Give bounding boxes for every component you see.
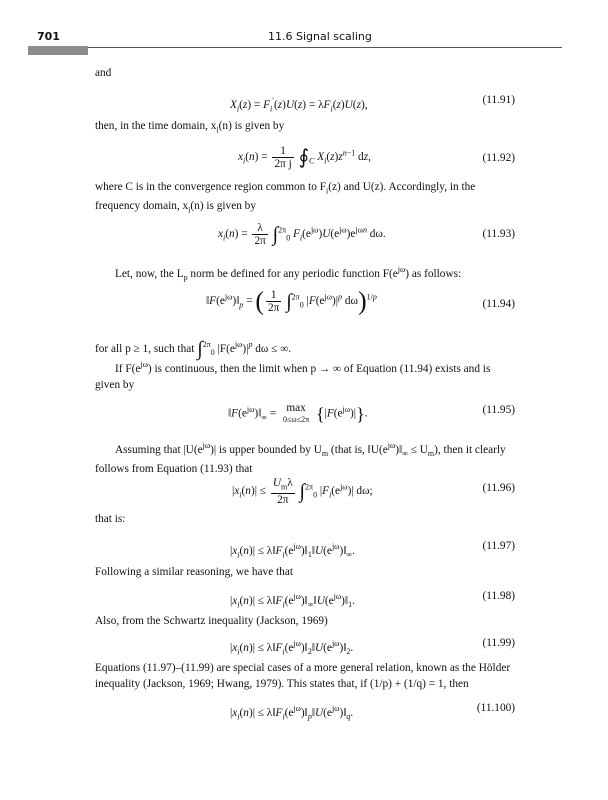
equation-11-93: $x_i(n)$ = $\frac{\lambda}{2\pi}$ ∫$^{2\pi}_0$ $F_i(e^{j\omega})U(e^{j\omega})e^{j\omega n}$ dω. <box>218 222 386 247</box>
eq-number-11-98: (11.98) <box>482 590 515 602</box>
paragraph-for-all-p: for all p ≥ 1, such that ∫$^{2\pi}_0$ $|F(e^{j\omega})|^p$ dω ≤ ∞. <box>95 338 292 361</box>
eq-number-11-97: (11.97) <box>482 540 515 552</box>
eq-number-11-91: (11.91) <box>482 94 515 106</box>
equation-11-94: $‖F(e^{j\omega})‖_p$ = ( $\frac{1}{2\pi}$ ∫$^{2\pi}_0$ $|F(e^{j\omega})|^p$ dω)$^{1/p}$ <box>206 286 377 316</box>
p6-sub: m <box>321 449 329 459</box>
p5-text: If F(e <box>115 362 141 375</box>
eq-number-11-99: (11.99) <box>482 637 515 649</box>
p2-sub2: i <box>188 205 191 215</box>
p1-text: then, in the time domain, x <box>95 120 217 132</box>
paragraph-similar-reasoning: Following a similar reasoning, we have that <box>95 566 293 578</box>
paragraph-time-domain <box>95 119 515 138</box>
p6-f: ), then it clearly follows from Equation (11.93) that <box>95 443 506 475</box>
p2-text: where C is in the convergence region common to F <box>95 181 327 193</box>
p3-text: Let, now, the L <box>115 267 184 280</box>
header-rule <box>28 47 562 48</box>
p4-a: for all p ≥ 1, such that <box>95 342 195 355</box>
p6-a: Assuming that |U(e <box>115 443 203 456</box>
p3-sub: p <box>183 273 188 283</box>
p1-end: (n) is given by <box>218 120 285 132</box>
eq-number-11-92: (11.92) <box>482 152 515 164</box>
paragraph-lp-norm <box>95 262 515 286</box>
p1-sub: i <box>216 125 219 135</box>
p3-sup: jω <box>397 265 406 274</box>
equation-11-99: $|x_i(n)|$ ≤ $\lambda‖F_i(e^{j\omega})‖_2‖U(e^{j\omega})‖_2$. <box>230 639 354 657</box>
running-header: 11.6 Signal scaling <box>268 30 372 43</box>
header-tab-marker <box>28 46 88 55</box>
text-and: and <box>95 67 112 79</box>
equation-11-95: $‖F(e^{j\omega})‖_\infty$ = max 0≤ω≤2π $\{|F(e^{j\omega})|\}$. <box>228 402 368 424</box>
equation-11-92: $x_i(n)$ = $\frac{1}{\text{2π j}}$ $∮_C$ $X_i(z)z^{n-1}$ dz, <box>238 145 371 170</box>
p4-d: dω ≤ ∞. <box>252 342 292 355</box>
p6-c: (that is, ‖U(e <box>328 443 388 456</box>
p3-end: norm be defined for any periodic function F(e <box>187 267 398 280</box>
page-number: 701 <box>37 30 60 43</box>
equation-11-98: $|x_i(n)|$ ≤ $\lambda‖F_i(e^{j\omega})‖_\infty‖U(e^{j\omega})‖_1$. <box>230 592 355 610</box>
p4-b: |F(e <box>217 342 235 355</box>
p3-tail: ) as follows: <box>405 267 462 280</box>
eq-number-11-93: (11.93) <box>482 228 515 240</box>
paragraph-holder: Equations (11.97)–(11.99) are special cases of a more general relation, known as the Hölder inequality (Jackson, 1969; Hwang, 1979). This states that, if (1/p) + (1/q) = 1, then <box>95 662 511 690</box>
p2-end2: (n) is given by <box>190 200 256 213</box>
paragraph-convergence <box>95 180 515 218</box>
p6-d: )‖ <box>395 443 403 456</box>
p2-sub: i <box>326 186 329 196</box>
eq-number-11-100: (11.100) <box>476 702 515 714</box>
eq-number-11-96: (11.96) <box>482 482 515 494</box>
eq-number-11-95: (11.95) <box>482 404 515 416</box>
text-that-is: that is: <box>95 513 126 525</box>
p2-end: (z) and U(z). Accordingly, in the frequency domain, x <box>95 181 476 213</box>
equation-11-100: $|x_i(n)|$ ≤ $\lambda‖F_i(e^{j\omega})‖_p‖U(e^{j\omega})‖_q$. <box>230 704 354 722</box>
equation-11-91: $X_i(z) = F_i'(z)U(z) = \lambda F_i(z)U(z)$, <box>230 96 368 114</box>
paragraph-schwartz: Also, from the Schwartz inequality (Jackson, 1969) <box>95 615 328 627</box>
p4-c: )| <box>242 342 249 355</box>
equation-11-96: $|x_i(n)|$ ≤ $\frac{U_m\lambda}{2\pi}$ ∫$^{2\pi}_0$ $|F_i(e^{j\omega})|$ dω; <box>232 477 373 507</box>
p6-e: ≤ U <box>407 443 428 456</box>
paragraph-assuming: Assuming that $|U(e^{j\omega})|$ is upper bounded by $U_m$ (that is, $‖U(e^{j\omega})‖_\infty \le U_m$), then it clearly follows from Equation (11.93) that <box>95 441 506 475</box>
eq-number-11-94: (11.94) <box>482 298 515 310</box>
paragraph-continuous: If $F(e^{j\omega})$ is continuous, then the limit when p → ∞ of Equation (11.94) exists and is given by <box>95 360 491 391</box>
equation-11-97: $|x_i(n)|$ ≤ $\lambda‖F_i(e^{j\omega})‖_1‖U(e^{j\omega})‖_\infty$. <box>230 542 355 560</box>
p5-end: ) is continuous, then the limit when p → ∞ of Equation (11.94) exists and is given by <box>95 362 491 391</box>
p6-b: )| is upper bounded by U <box>210 443 322 456</box>
